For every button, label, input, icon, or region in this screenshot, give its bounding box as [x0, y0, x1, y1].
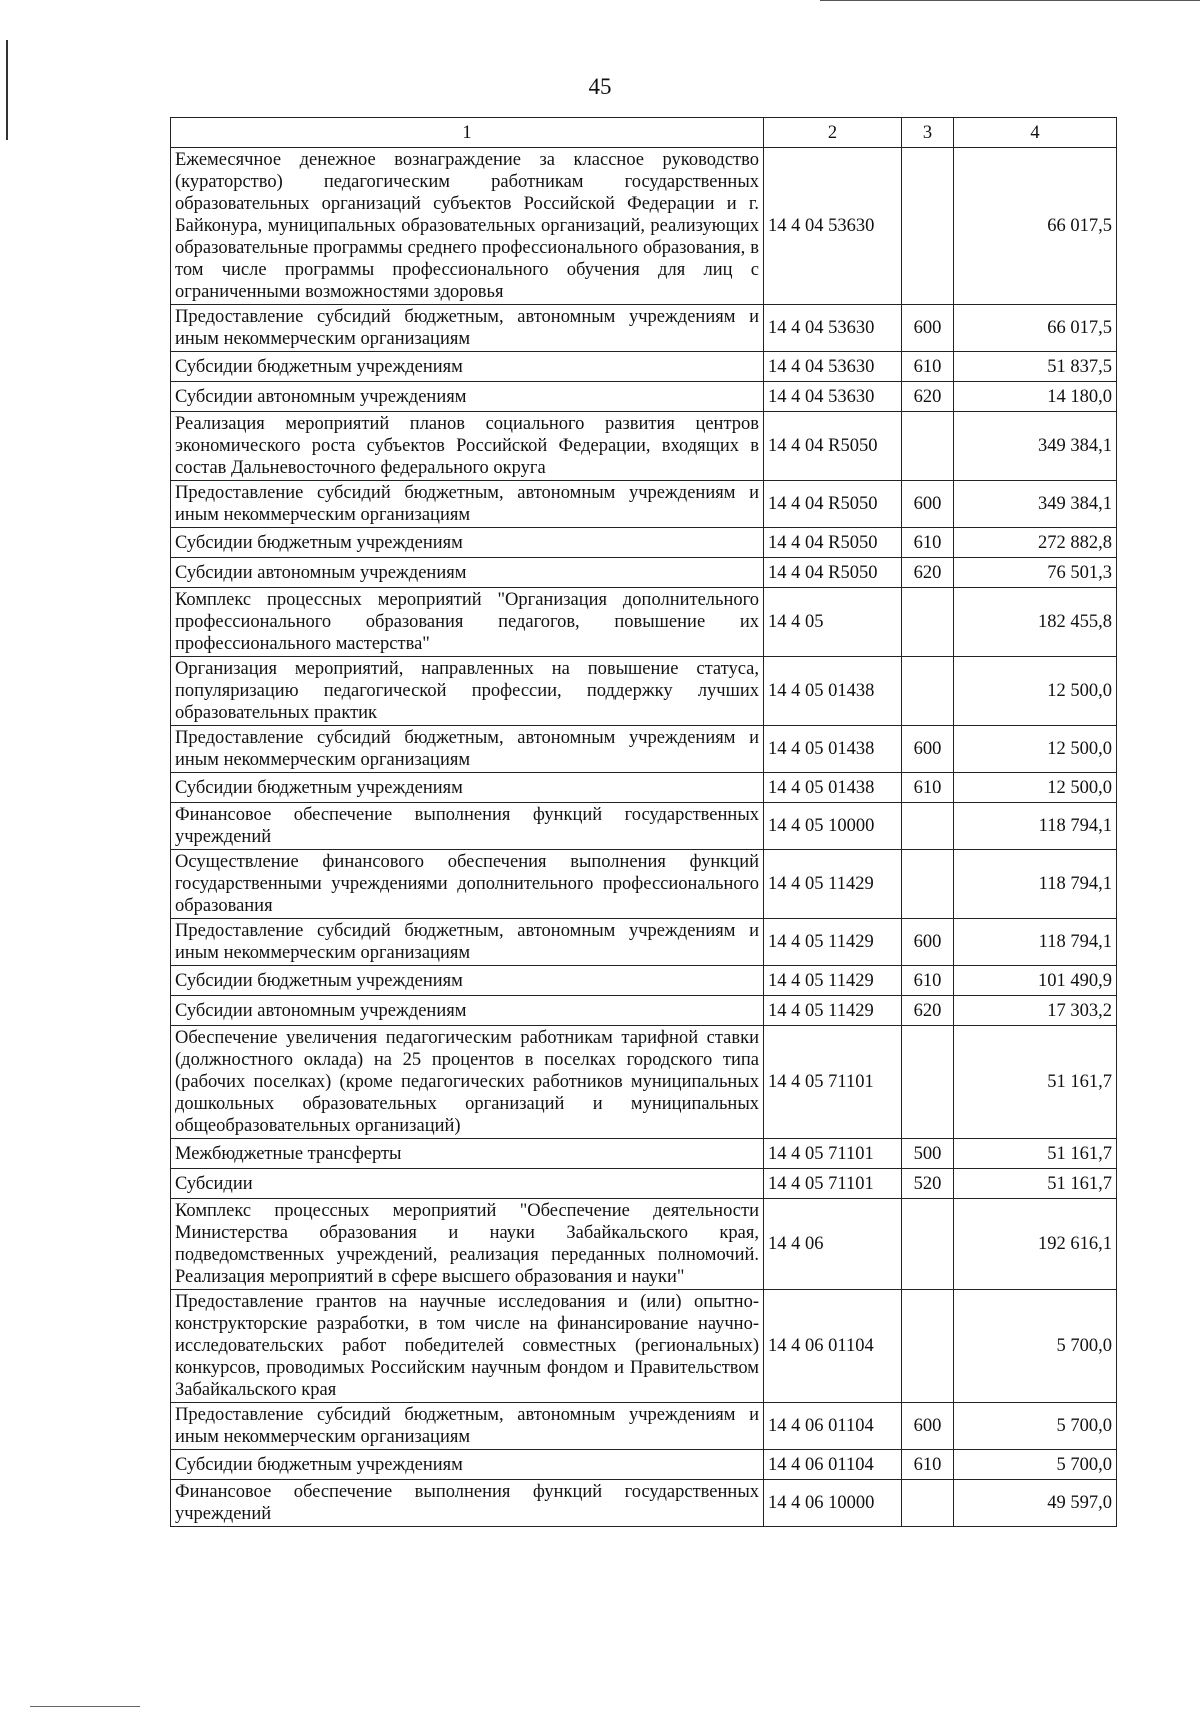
- table-row: [171, 919, 1117, 966]
- row-name-cell: Финансовое обеспечение выполнения функций государственных учреждений: [171, 1480, 764, 1527]
- row-code-cell: 14 4 04 53630: [764, 305, 902, 352]
- row-kvr-cell: [902, 803, 954, 850]
- row-amount-cell: 272 882,8: [954, 528, 1117, 558]
- row-name-cell: Субсидии автономным учреждениям: [171, 382, 764, 412]
- header-col-1: 1: [171, 118, 764, 148]
- table-row: [171, 352, 1117, 382]
- row-name-cell: Субсидии бюджетным учреждениям: [171, 773, 764, 803]
- table-row: [171, 148, 1117, 305]
- table-row: [171, 528, 1117, 558]
- row-kvr-cell: 610: [902, 528, 954, 558]
- table-row: [171, 1480, 1117, 1527]
- row-code-cell: 14 4 04 R5050: [764, 481, 902, 528]
- scan-top-line: [820, 0, 1200, 1]
- row-kvr-cell: 500: [902, 1139, 954, 1169]
- page-number: 45: [588, 74, 612, 99]
- row-code-cell: 14 4 05 01438: [764, 773, 902, 803]
- row-name-cell: Субсидии автономным учреждениям: [171, 558, 764, 588]
- table-row: [171, 773, 1117, 803]
- row-kvr-cell: 520: [902, 1169, 954, 1199]
- row-name-cell: Субсидии бюджетным учреждениям: [171, 352, 764, 382]
- row-name-cell: Осуществление финансового обеспечения выполнения функций государственными учреждениями дополнительного профессионального образования: [171, 850, 764, 919]
- header-col-3: 3: [902, 118, 954, 148]
- row-code-cell: 14 4 05 11429: [764, 919, 902, 966]
- row-code-cell: 14 4 04 R5050: [764, 412, 902, 481]
- row-code-cell: 14 4 05 11429: [764, 850, 902, 919]
- row-kvr-cell: 610: [902, 966, 954, 996]
- row-name-cell: Предоставление субсидий бюджетным, автономным учреждениям и иным некоммерческим организациям: [171, 726, 764, 773]
- row-name-cell: Финансовое обеспечение выполнения функций государственных учреждений: [171, 803, 764, 850]
- row-amount-cell: 101 490,9: [954, 966, 1117, 996]
- row-code-cell: 14 4 05 71101: [764, 1169, 902, 1199]
- row-kvr-cell: 620: [902, 382, 954, 412]
- row-kvr-cell: 600: [902, 1403, 954, 1450]
- row-code-cell: 14 4 06 01104: [764, 1450, 902, 1480]
- row-code-cell: 14 4 05 71101: [764, 1026, 902, 1139]
- scan-bottom-line: [30, 1706, 140, 1707]
- table-row: [171, 382, 1117, 412]
- row-name-cell: Комплекс процессных мероприятий "Организация дополнительного профессионального образования педагогов, повышение их профессионального мастерства": [171, 588, 764, 657]
- row-kvr-cell: 620: [902, 996, 954, 1026]
- row-amount-cell: 118 794,1: [954, 803, 1117, 850]
- row-code-cell: 14 4 06 01104: [764, 1403, 902, 1450]
- row-name-cell: Субсидии бюджетным учреждениям: [171, 966, 764, 996]
- row-amount-cell: 76 501,3: [954, 558, 1117, 588]
- table-row: [171, 588, 1117, 657]
- header-col-2: 2: [764, 118, 902, 148]
- row-amount-cell: 5 700,0: [954, 1290, 1117, 1403]
- row-code-cell: 14 4 05: [764, 588, 902, 657]
- row-kvr-cell: [902, 1026, 954, 1139]
- row-amount-cell: 349 384,1: [954, 481, 1117, 528]
- row-amount-cell: 51 161,7: [954, 1026, 1117, 1139]
- row-kvr-cell: 600: [902, 305, 954, 352]
- table-row: [171, 1403, 1117, 1450]
- table-row: [171, 558, 1117, 588]
- row-name-cell: Предоставление субсидий бюджетным, автономным учреждениям и иным некоммерческим организациям: [171, 1403, 764, 1450]
- budget-table: [170, 117, 1117, 1527]
- row-amount-cell: 182 455,8: [954, 588, 1117, 657]
- row-kvr-cell: [902, 1290, 954, 1403]
- row-code-cell: 14 4 05 01438: [764, 657, 902, 726]
- row-name-cell: Субсидии: [171, 1169, 764, 1199]
- header-col-4: 4: [954, 118, 1117, 148]
- row-amount-cell: 49 597,0: [954, 1480, 1117, 1527]
- row-code-cell: 14 4 05 01438: [764, 726, 902, 773]
- row-kvr-cell: [902, 412, 954, 481]
- row-code-cell: 14 4 04 53630: [764, 382, 902, 412]
- row-kvr-cell: 600: [902, 919, 954, 966]
- row-amount-cell: 12 500,0: [954, 773, 1117, 803]
- table-row: [171, 726, 1117, 773]
- row-amount-cell: 192 616,1: [954, 1199, 1117, 1290]
- row-amount-cell: 349 384,1: [954, 412, 1117, 481]
- table-row: [171, 481, 1117, 528]
- row-amount-cell: 51 161,7: [954, 1169, 1117, 1199]
- row-kvr-cell: [902, 588, 954, 657]
- row-amount-cell: 12 500,0: [954, 657, 1117, 726]
- row-amount-cell: 66 017,5: [954, 305, 1117, 352]
- row-amount-cell: 5 700,0: [954, 1403, 1117, 1450]
- row-kvr-cell: [902, 1480, 954, 1527]
- row-name-cell: Обеспечение увеличения педагогическим работникам тарифной ставки (должностного оклада) на 25 процентов в поселках городского типа (рабочих поселках) (кроме педагогических работников муниципальных дошкольных образовательных организаций и муниципальных общеобразовательных организаций): [171, 1026, 764, 1139]
- row-name-cell: Субсидии бюджетным учреждениям: [171, 1450, 764, 1480]
- row-kvr-cell: 610: [902, 352, 954, 382]
- row-code-cell: 14 4 06: [764, 1199, 902, 1290]
- row-code-cell: 14 4 04 R5050: [764, 558, 902, 588]
- row-kvr-cell: 600: [902, 726, 954, 773]
- table-header-row: [171, 118, 1117, 148]
- row-name-cell: Субсидии автономным учреждениям: [171, 996, 764, 1026]
- table-row: [171, 1026, 1117, 1139]
- table-row: [171, 1199, 1117, 1290]
- row-name-cell: Предоставление субсидий бюджетным, автономным учреждениям и иным некоммерческим организациям: [171, 305, 764, 352]
- row-name-cell: Предоставление субсидий бюджетным, автономным учреждениям и иным некоммерческим организациям: [171, 919, 764, 966]
- row-kvr-cell: [902, 657, 954, 726]
- row-code-cell: 14 4 06 10000: [764, 1480, 902, 1527]
- table-row: [171, 1169, 1117, 1199]
- row-code-cell: 14 4 05 11429: [764, 996, 902, 1026]
- row-name-cell: Ежемесячное денежное вознаграждение за классное руководство (кураторство) педагогическим работникам государственных образовательных организаций субъектов Российской Федерации и г. Байконура, муниципальных образовательных организаций, реализующих образовательные программы среднего профессионального образования, в том числе программы профессионального обучения для лиц с ограниченными возможностями здоровья: [171, 148, 764, 305]
- row-name-cell: Реализация мероприятий планов социального развития центров экономического роста субъектов Российской Федерации, входящих в состав Дальневосточного федерального округа: [171, 412, 764, 481]
- row-kvr-cell: [902, 1199, 954, 1290]
- row-kvr-cell: [902, 850, 954, 919]
- row-code-cell: 14 4 05 10000: [764, 803, 902, 850]
- table-row: [171, 305, 1117, 352]
- row-code-cell: 14 4 04 R5050: [764, 528, 902, 558]
- row-amount-cell: 14 180,0: [954, 382, 1117, 412]
- row-amount-cell: 12 500,0: [954, 726, 1117, 773]
- row-code-cell: 14 4 04 53630: [764, 148, 902, 305]
- row-amount-cell: 51 161,7: [954, 1139, 1117, 1169]
- row-kvr-cell: 620: [902, 558, 954, 588]
- row-kvr-cell: 610: [902, 1450, 954, 1480]
- row-amount-cell: 118 794,1: [954, 919, 1117, 966]
- row-name-cell: Организация мероприятий, направленных на повышение статуса, популяризацию педагогической профессии, поддержку лучших образовательных практик: [171, 657, 764, 726]
- row-code-cell: 14 4 05 71101: [764, 1139, 902, 1169]
- table-row: [171, 657, 1117, 726]
- row-amount-cell: 5 700,0: [954, 1450, 1117, 1480]
- table-row: [171, 966, 1117, 996]
- table-row: [171, 1290, 1117, 1403]
- row-kvr-cell: [902, 148, 954, 305]
- table-row: [171, 1450, 1117, 1480]
- row-name-cell: Субсидии бюджетным учреждениям: [171, 528, 764, 558]
- row-code-cell: 14 4 05 11429: [764, 966, 902, 996]
- row-amount-cell: 66 017,5: [954, 148, 1117, 305]
- row-name-cell: Комплекс процессных мероприятий "Обеспечение деятельности Министерства образования и науки Забайкальского края, подведомственных учреждений, реализация переданных полномочий. Реализация мероприятий в сфере высшего образования и науки": [171, 1199, 764, 1290]
- row-name-cell: Предоставление грантов на научные исследования и (или) опытно-конструкторские разработки, в том числе на финансирование научно-исследовательских работ победителей совместных (региональных) конкурсов, проводимых Российским научным фондом и Правительством Забайкальского края: [171, 1290, 764, 1403]
- table-row: [171, 1139, 1117, 1169]
- table-row: [171, 412, 1117, 481]
- row-name-cell: Межбюджетные трансферты: [171, 1139, 764, 1169]
- row-kvr-cell: 600: [902, 481, 954, 528]
- row-kvr-cell: 610: [902, 773, 954, 803]
- row-amount-cell: 51 837,5: [954, 352, 1117, 382]
- row-code-cell: 14 4 04 53630: [764, 352, 902, 382]
- table-row: [171, 803, 1117, 850]
- table-row: [171, 996, 1117, 1026]
- row-code-cell: 14 4 06 01104: [764, 1290, 902, 1403]
- row-name-cell: Предоставление субсидий бюджетным, автономным учреждениям и иным некоммерческим организациям: [171, 481, 764, 528]
- row-amount-cell: 17 303,2: [954, 996, 1117, 1026]
- row-amount-cell: 118 794,1: [954, 850, 1117, 919]
- table-row: [171, 850, 1117, 919]
